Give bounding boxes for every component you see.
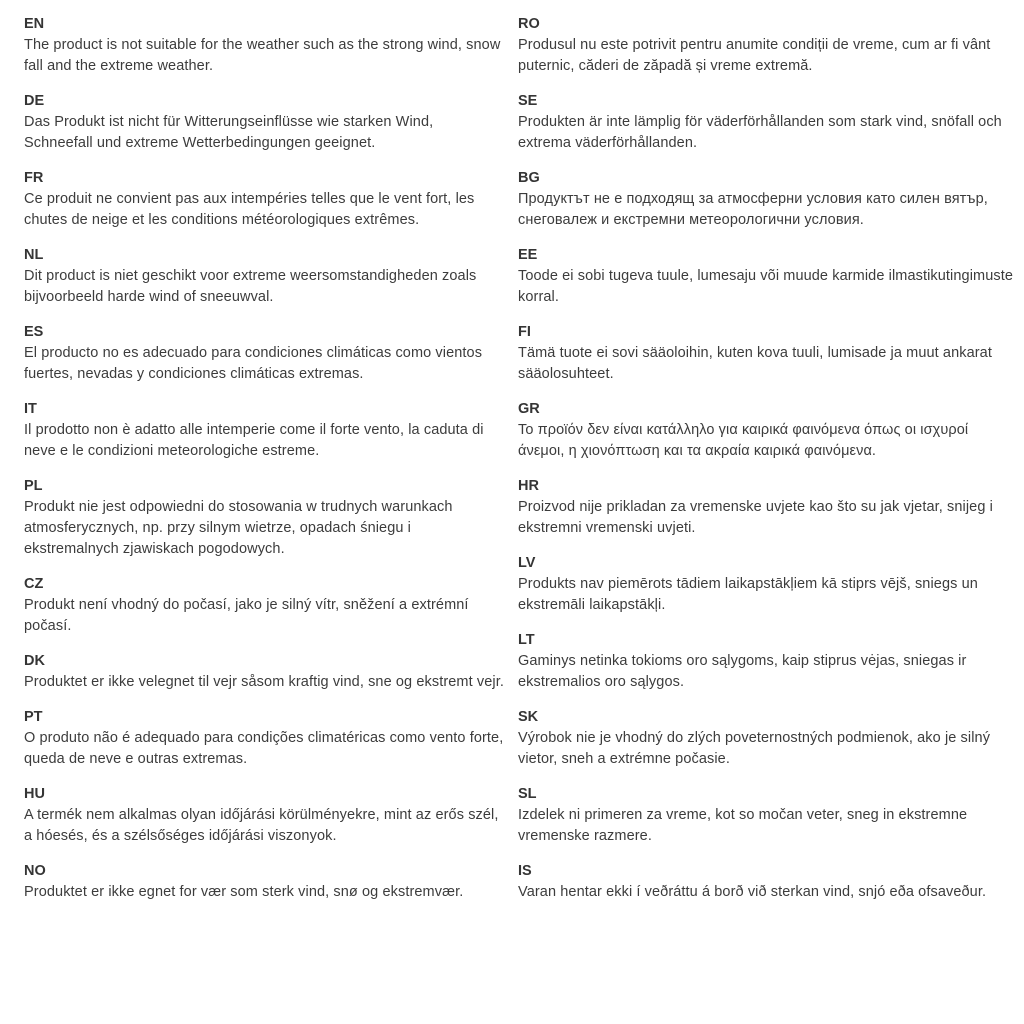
language-code: NO <box>24 863 46 879</box>
language-code: SE <box>518 93 538 109</box>
language-code: CZ <box>24 576 44 592</box>
language-entry <box>518 322 1014 385</box>
language-entry <box>518 245 1014 308</box>
language-entry <box>518 399 1014 462</box>
language-entry <box>24 399 506 462</box>
language-code: PL <box>24 478 43 494</box>
language-entry <box>24 14 506 77</box>
language-entry <box>518 707 1014 770</box>
language-code: LV <box>518 555 536 571</box>
language-entry <box>24 651 506 693</box>
language-entry <box>24 91 506 154</box>
language-text: Výrobok nie je vhodný do zlých poveternostných podmienok, ako je silný vietor, sneh a extrémne počasie. <box>518 730 991 767</box>
language-text: Produktet er ikke velegnet til vejr såsom kraftig vind, sne og ekstremt vejr. <box>24 674 504 690</box>
language-text: Produkt nie jest odpowiedni do stosowania w trudnych warunkach atmosferycznych, np. przy silnym wietrze, opadach śniegu i ekstremalnych zjawiskach pogodowych. <box>24 499 453 557</box>
language-entry <box>24 245 506 308</box>
language-code: HU <box>24 786 45 802</box>
language-text: The product is not suitable for the weather such as the strong wind, snow fall and the extreme weather. <box>24 37 501 74</box>
language-code: GR <box>518 401 540 417</box>
language-text: El producto no es adecuado para condiciones climáticas como vientos fuertes, nevadas y condiciones climáticas extremas. <box>24 345 483 382</box>
language-code: BG <box>518 170 540 186</box>
language-code: FR <box>24 170 44 186</box>
language-columns <box>24 14 1014 917</box>
language-code: EE <box>518 247 538 263</box>
language-text: Produktet er ikke egnet for vær som sterk vind, snø og ekstremvær. <box>24 884 464 900</box>
language-entry <box>24 574 506 637</box>
language-entry <box>24 861 506 903</box>
language-code: DE <box>24 93 45 109</box>
language-text: Ce produit ne convient pas aux intempéries telles que le vent fort, les chutes de neige et les conditions météorologiques extrêmes. <box>24 191 475 228</box>
language-text: Proizvod nije prikladan za vremenske uvjete kao što su jak vjetar, snijeg i ekstremni vremenski uvjeti. <box>518 499 993 536</box>
language-entry <box>518 553 1014 616</box>
language-text: Produkts nav piemērots tādiem laikapstākļiem kā stiprs vējš, sniegs un ekstremāli laikapstākļi. <box>518 576 978 613</box>
language-text: Продуктът не е подходящ за атмосферни условия като силен вятър, снеговалеж и екстремни метеорологични условия. <box>518 191 988 228</box>
language-entry <box>518 784 1014 847</box>
language-entry <box>518 861 1014 903</box>
language-entry <box>518 630 1014 693</box>
language-code: IT <box>24 401 37 417</box>
language-text: Varan hentar ekki í veðráttu á borð við sterkan vind, snjó eða ofsaveður. <box>518 884 987 900</box>
language-code: LT <box>518 632 535 648</box>
language-code: FI <box>518 324 531 340</box>
language-text: Gaminys netinka tokioms oro sąlygoms, kaip stiprus vėjas, sniegas ir ekstremalios oro sąlygos. <box>518 653 967 690</box>
language-code: ES <box>24 324 44 340</box>
language-code: PT <box>24 709 43 725</box>
language-code: SL <box>518 786 537 802</box>
language-entry <box>24 707 506 770</box>
language-text: Produkten är inte lämplig för väderförhållanden som stark vind, snöfall och extrema väderförhållanden. <box>518 114 1002 151</box>
language-entry <box>518 91 1014 154</box>
language-code: IS <box>518 863 532 879</box>
column-left <box>24 14 506 917</box>
language-text: Il prodotto non è adatto alle intemperie come il forte vento, la caduta di neve e le condizioni meteorologiche estreme. <box>24 422 484 459</box>
language-code: RO <box>518 16 540 32</box>
column-right <box>518 14 1014 917</box>
language-text: Dit product is niet geschikt voor extreme weersomstandigheden zoals bijvoorbeeld harde wind of sneeuwval. <box>24 268 477 305</box>
language-text: Toode ei sobi tugeva tuule, lumesaju või muude karmide ilmastikutingimuste korral. <box>518 268 1014 305</box>
language-text: Das Produkt ist nicht für Witterungseinflüsse wie starken Wind, Schneefall und extreme Wetterbedingungen geeignet. <box>24 114 434 151</box>
language-entry <box>24 168 506 231</box>
language-code: DK <box>24 653 45 669</box>
language-code: EN <box>24 16 45 32</box>
language-entry <box>24 784 506 847</box>
language-entry <box>518 168 1014 231</box>
language-code: HR <box>518 478 539 494</box>
language-text: A termék nem alkalmas olyan időjárási körülményekre, mint az erős szél, a hóesés, és a szélsőséges időjárási viszonyok. <box>24 807 499 844</box>
language-entry <box>518 14 1014 77</box>
language-entry <box>24 322 506 385</box>
language-entry <box>24 476 506 560</box>
language-text: Produsul nu este potrivit pentru anumite condiții de vreme, cum ar fi vânt puternic, căderi de zăpadă și vreme extremă. <box>518 37 991 74</box>
language-code: SK <box>518 709 539 725</box>
language-text: Το προϊόν δεν είναι κατάλληλο για καιρικά φαινόμενα όπως οι ισχυροί άνεμοι, η χιονόπτωση και τα ακραία καιρικά φαινόμενα. <box>518 422 969 459</box>
language-text: O produto não é adequado para condições climatéricas como vento forte, queda de neve e outras extremas. <box>24 730 504 767</box>
language-text: Produkt není vhodný do počasí, jako je silný vítr, sněžení a extrémní počasí. <box>24 597 469 634</box>
language-code: NL <box>24 247 44 263</box>
language-text: Tämä tuote ei sovi sääoloihin, kuten kova tuuli, lumisade ja muut ankarat sääolosuhteet. <box>518 345 992 382</box>
language-text: Izdelek ni primeren za vreme, kot so močan veter, sneg in ekstremne vremenske razmere. <box>518 807 968 844</box>
language-entry <box>518 476 1014 539</box>
